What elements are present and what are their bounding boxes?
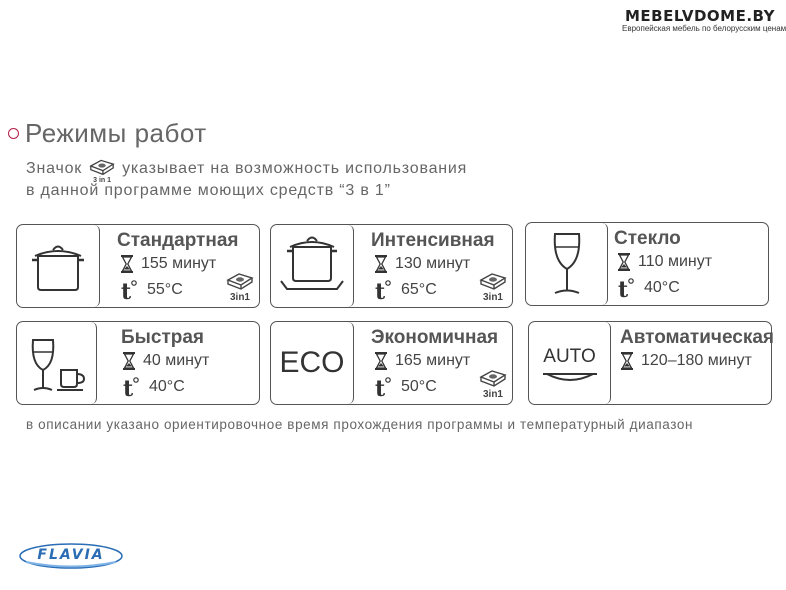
program-duration <box>375 255 470 273</box>
intro-prefix: Значок <box>26 160 83 177</box>
site-logo-tagline: Европейская мебель по белорусским ценам <box>622 24 786 33</box>
temperature-icon <box>123 376 141 398</box>
temperature-icon <box>375 376 393 398</box>
3in1-tablet-icon <box>88 156 116 184</box>
program-card-eco <box>270 321 513 405</box>
intro-suffix: указывает на возможность использования <box>122 160 468 177</box>
temperature-icon <box>375 279 393 301</box>
eco-text-icon <box>271 322 354 404</box>
program-name: Экономичная <box>371 327 499 348</box>
program-duration <box>121 255 216 273</box>
glass-and-cup-icon <box>17 322 97 404</box>
hourglass-icon <box>121 255 133 273</box>
wine-glass-icon <box>526 223 608 305</box>
program-name: Автоматическая <box>620 327 774 348</box>
dish-icon <box>541 368 599 384</box>
auto-icon-text: AUTO <box>543 346 596 367</box>
3in1-badge-label: 3in1 <box>482 292 503 303</box>
program-temperature <box>375 376 437 398</box>
program-duration-value: 130 минут <box>395 255 471 272</box>
footnote: в описании указано ориентировочное время прохождения программы и температурный диапазон <box>26 417 694 432</box>
program-duration-value: 165 минут <box>395 352 471 369</box>
temperature-icon <box>121 279 139 301</box>
page-title: Режимы работ <box>25 118 207 148</box>
program-duration-value: 155 минут <box>141 255 217 272</box>
program-card-glass <box>525 222 769 306</box>
program-duration <box>618 253 712 271</box>
program-temperature-value: 50°C <box>401 378 437 395</box>
hourglass-icon <box>621 352 633 370</box>
hourglass-icon <box>618 253 630 271</box>
auto-dish-icon <box>529 322 611 404</box>
program-temperature <box>375 279 437 301</box>
program-duration-value: 120–180 минут <box>641 352 752 369</box>
program-card-intensive <box>270 224 513 308</box>
section-title <box>8 118 207 149</box>
program-temperature-value: 40°C <box>644 279 680 296</box>
program-temperature <box>121 279 183 301</box>
3in1-badge-icon <box>478 366 508 400</box>
site-logo[interactable] <box>622 7 786 34</box>
hourglass-icon <box>375 352 387 370</box>
program-temperature <box>123 376 185 398</box>
bullet-circle-icon <box>8 128 19 139</box>
flavia-logo <box>18 541 124 571</box>
site-logo-name: MEBELVDOME.BY <box>624 7 775 25</box>
program-temperature-value: 65°C <box>401 281 437 298</box>
program-temperature-value: 55°C <box>147 281 183 298</box>
3in1-badge-label: 3in1 <box>482 389 503 400</box>
hourglass-icon <box>375 255 387 273</box>
3in1-badge-label: 3in1 <box>229 292 250 303</box>
pot-on-tray-icon <box>271 225 354 307</box>
temperature-icon <box>618 277 636 299</box>
program-name: Быстрая <box>121 327 205 348</box>
intro-text <box>26 158 467 202</box>
eco-icon-text: ECO <box>279 346 345 379</box>
program-card-standard <box>16 224 260 308</box>
3in1-badge-icon <box>478 269 508 303</box>
program-temperature-value: 40°C <box>149 378 185 395</box>
program-name: Интенсивная <box>371 230 495 251</box>
program-duration-value: 110 минут <box>638 253 713 270</box>
program-temperature <box>618 277 680 299</box>
program-card-auto <box>528 321 772 405</box>
program-duration <box>123 352 209 370</box>
3in1-badge-icon <box>225 269 255 303</box>
program-name: Стандартная <box>117 230 239 251</box>
program-duration <box>621 352 752 370</box>
intro-line2: в данной программе моющих средств “3 в 1” <box>26 182 391 199</box>
program-name: Стекло <box>614 228 681 249</box>
flavia-logo-text: FLAVIA <box>37 547 105 563</box>
program-duration <box>375 352 470 370</box>
pot-icon <box>17 225 100 307</box>
program-duration-value: 40 минут <box>143 352 210 369</box>
program-card-quick <box>16 321 260 405</box>
hourglass-icon <box>123 352 135 370</box>
3in1-tablet-icon-label: 3 in 1 <box>93 177 112 184</box>
